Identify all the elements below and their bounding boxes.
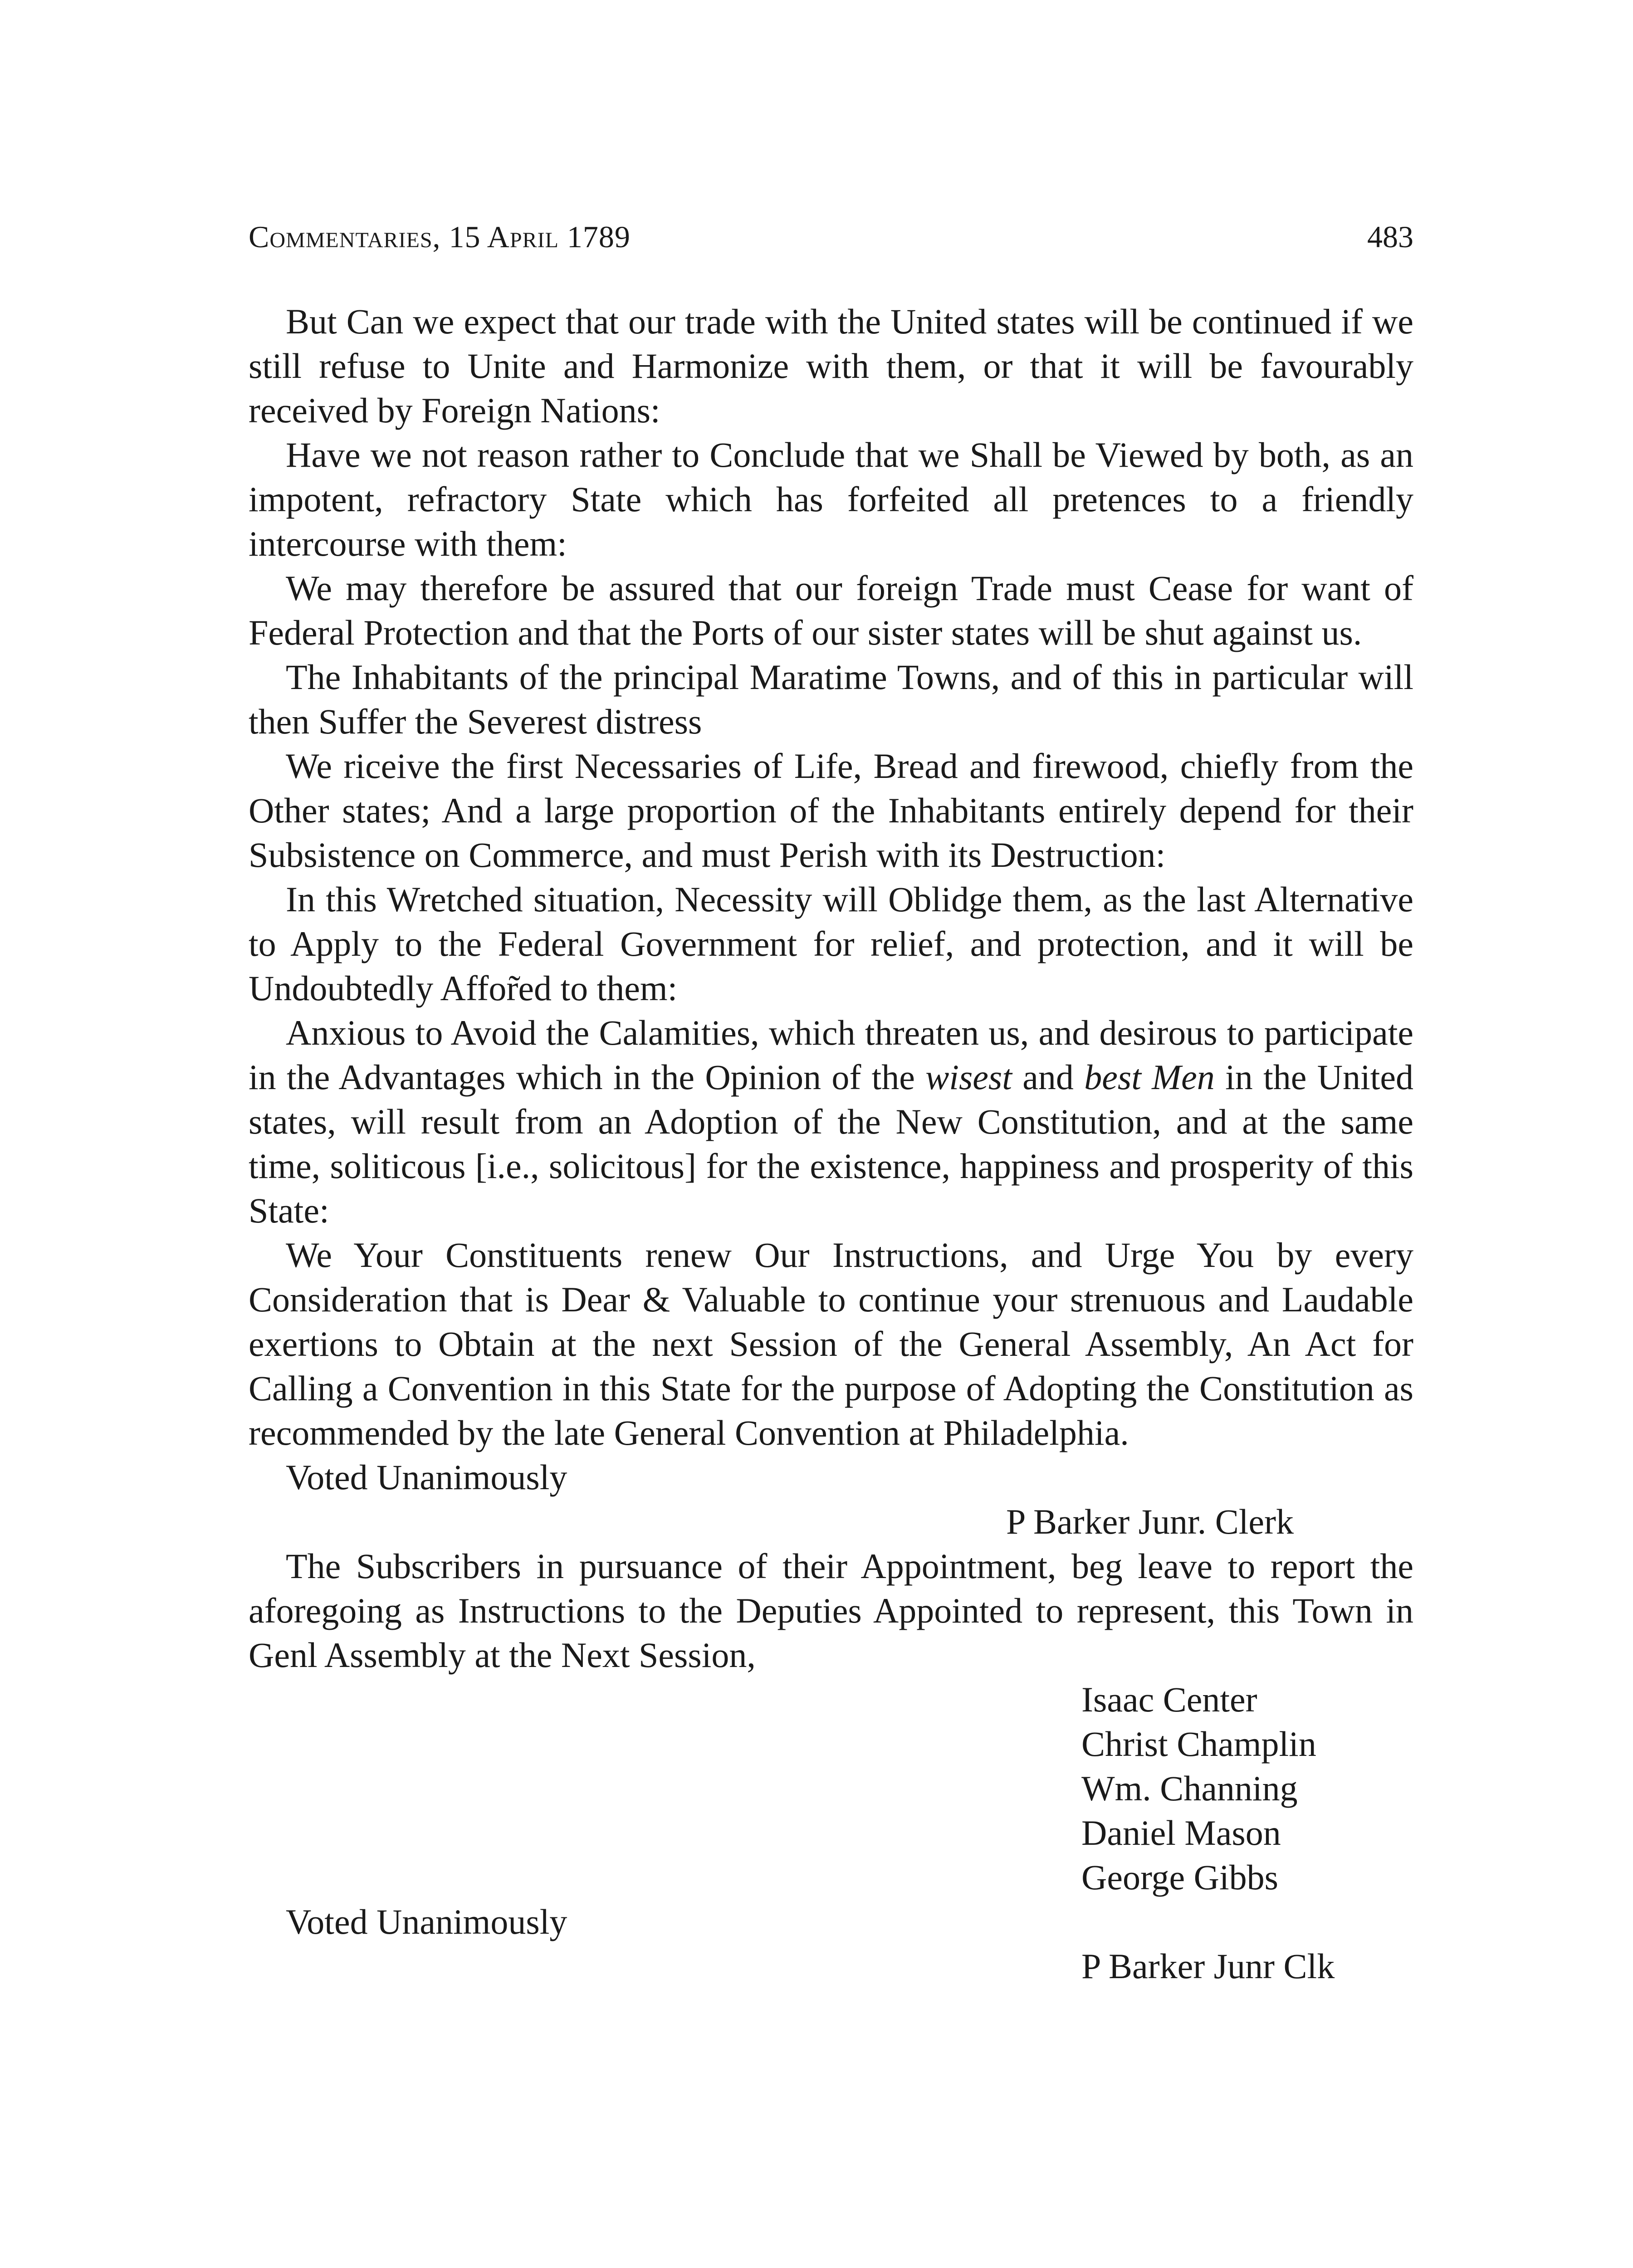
- paragraph-foreign-trade: We may therefore be assured that our foreign Trade must Cease for want of Federal Protection and that the Ports of our sister states will be shut against us.: [249, 568, 1413, 652]
- paragraph-conclude-viewed: Have we not reason rather to Conclude that we Shall be Viewed by both, as an impotent, refractory State which has forfeited all pretences to a friendly intercourse with them:: [249, 435, 1413, 563]
- paragraph-subscribers: The Subscribers in pursuance of their Appointment, beg leave to report the aforegoing as Instructions to the Deputies Appointed to represent, this Town in Genl Assembly at the Next Session,: [249, 1546, 1413, 1675]
- emphasis-wisest: wisest: [925, 1057, 1012, 1097]
- paragraph-instructions: We Your Constituents renew Our Instructions, and Urge You by every Consideration that is Dear & Valuable to continue your strenuous and Laudable exertions to Obtain at the next Session of the General Assembly, An Act for Calling a Convention in this State for the purpose of Adopting the Constitution as recommended by the late General Convention at Philadelphia.: [249, 1235, 1413, 1452]
- paragraph-anxious: [249, 1011, 1413, 1233]
- paragraph-inhabitants-distress: The Inhabitants of the principal Maratime Towns, and of this in particular will then Suffer the Severest distress: [249, 657, 1413, 741]
- signer-name: Christ Champlin: [1081, 1724, 1316, 1764]
- signer-name: George Gibbs: [1081, 1857, 1278, 1897]
- paragraph-anxious-part-3: in the United states, will result from an Adoption of the New Constitution, and at the same time, soliticous [i.e., solicitous] for the existence, happiness and prosperity of this State:: [249, 1057, 1413, 1230]
- body-text: [249, 299, 1413, 1989]
- emphasis-best-men: best Men: [1084, 1057, 1215, 1097]
- paragraph-trade-continued: But Can we expect that our trade with the United states will be continued if we still refuse to Unite and Harmonize with them, or that it will be favourably received by Foreign Nations:: [249, 302, 1413, 430]
- paragraph-necessaries: We riceive the first Necessaries of Life, Bread and firewood, chiefly from the Other states; And a large proportion of the Inhabitants entirely depend for their Subsistence on Commerce, and must Perish with its Destruction:: [249, 746, 1413, 875]
- signer-name: Daniel Mason: [1081, 1813, 1281, 1853]
- paragraph-wretched-situation: In this Wretched situation, Necessity will Oblidge them, as the last Alternative to Apply to the Federal Government for relief, and protection, and it will be Undoubtedly Affor̃ed to them:: [249, 880, 1413, 1008]
- running-title: Commentaries, 15 April 1789: [249, 220, 631, 254]
- paragraph-anxious-part-1: Anxious to Avoid the Calamities, which threaten us, and desirous to participate in the Advantages which in the Opinion of the: [249, 1013, 1413, 1097]
- voted-unanimously-2: Voted Unanimously: [286, 1902, 567, 1941]
- voted-unanimously-1: Voted Unanimously: [286, 1457, 567, 1497]
- page-number: 483: [1367, 220, 1413, 254]
- signer-name: Wm. Channing: [1081, 1769, 1298, 1808]
- running-head: [249, 219, 1413, 255]
- clerk-signature-1: P Barker Junr. Clerk: [1006, 1502, 1294, 1541]
- signer-name: Isaac Center: [1081, 1680, 1257, 1719]
- signers-list: [249, 1677, 1413, 1900]
- clerk-signature-2: P Barker Junr Clk: [1081, 1946, 1335, 1986]
- paragraph-anxious-part-2: and: [1012, 1057, 1085, 1097]
